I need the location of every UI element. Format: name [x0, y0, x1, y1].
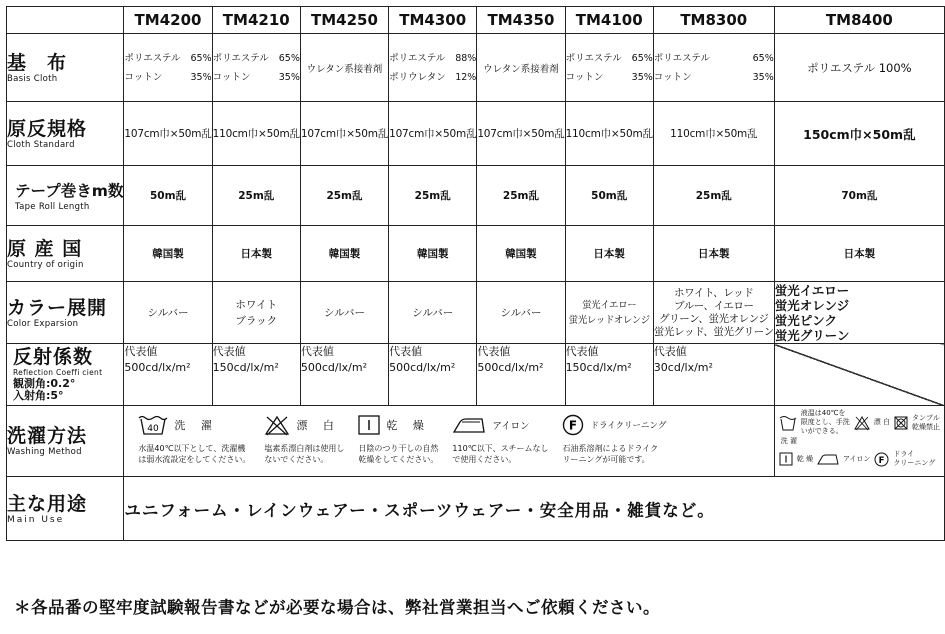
reflection-label: 代表値	[300, 345, 334, 358]
origin-tm4200: 韓国製	[124, 226, 212, 282]
corner-cell	[7, 7, 124, 34]
model-tm4250: TM4250	[300, 7, 388, 34]
washing-instructions	[124, 406, 774, 477]
reflection-tm4210	[212, 344, 300, 406]
origin-en: Country of origin	[7, 259, 84, 270]
basis-pct: 35%	[278, 71, 300, 83]
basis-tm4350: ウレタン系接着剤	[477, 34, 565, 102]
model-tm8300: TM8300	[653, 7, 774, 34]
reflection-value: 150cd/lx/m²	[212, 361, 279, 374]
basis-pct: 12%	[455, 71, 477, 83]
origin-tm8400: 日本製	[774, 226, 944, 282]
bleach-label-small: 漂 白	[873, 418, 890, 426]
color-jp: カラー展開	[7, 296, 108, 319]
wash-note: は弱水流設定をしてください。	[138, 455, 251, 464]
footnote: ＊各品番の堅牢度試験報告書などが必要な場合は、弊社営業担当へご依頼ください。	[14, 598, 660, 617]
basis-pct: 35%	[190, 71, 212, 83]
color-item: 蛍光レッドオレンジ	[568, 314, 650, 326]
origin-header	[7, 226, 124, 282]
standard-tm8300: 110cm巾×50m乱	[653, 102, 774, 166]
reflection-tm8300	[653, 344, 774, 406]
model-tm4210: TM4210	[212, 7, 300, 34]
basis-text: ポリエステル	[212, 52, 269, 64]
roll-tm8400: 70m乱	[774, 166, 944, 226]
dryclean-item	[562, 413, 666, 465]
reflection-label: 代表値	[653, 345, 687, 358]
basis-cloth-row	[7, 34, 945, 102]
model-tm8400: TM8400	[774, 7, 944, 34]
iron-label: アイロン	[492, 421, 530, 432]
tape-roll-jp: テープ巻きm数	[15, 181, 124, 200]
observation-angle: 観測角:0.2°	[13, 377, 76, 390]
tape-roll-header	[7, 166, 124, 226]
standard-tm8400: 150cm巾×50m乱	[774, 102, 944, 166]
model-tm4200: TM4200	[124, 7, 212, 34]
no-bleach-icon	[854, 416, 870, 430]
no-bleach-icon	[264, 415, 290, 435]
bleach-note: ないでください。	[264, 455, 329, 464]
color-tm4300: シルバー	[389, 282, 477, 344]
reflection-label: 代表値	[212, 345, 246, 358]
dryclean-label: ドライクリーニング	[590, 421, 667, 431]
iron-note: 110℃以下、スチームなし	[452, 444, 549, 453]
basis-tm4200	[124, 34, 212, 102]
reflection-tm4200	[124, 344, 212, 406]
color-tm4250: シルバー	[300, 282, 388, 344]
basis-tm4100	[565, 34, 653, 102]
color-tm4350: シルバー	[477, 282, 565, 344]
color-tm8300	[653, 282, 774, 344]
dryclean-note-small: ドライ	[893, 450, 915, 458]
color-tm8400	[774, 282, 944, 344]
basis-pct: 35%	[631, 71, 653, 83]
no-tumble-dry-icon	[894, 416, 908, 430]
standard-tm4250: 107cm巾×50m乱	[300, 102, 388, 166]
roll-tm4300: 25m乱	[389, 166, 477, 226]
color-item: 蛍光イエロー	[774, 282, 850, 298]
reflection-tm4100	[565, 344, 653, 406]
tumble-note: タンブル	[911, 413, 940, 422]
color-item: 蛍光レッド、蛍光グリーン	[653, 325, 774, 338]
bleach-note: 塩素系漂白剤は使用し	[264, 444, 345, 453]
color-item: 蛍光オレンジ	[774, 297, 850, 313]
color-item: ホワイト、レッド	[674, 286, 754, 299]
hand-wash-icon	[779, 415, 797, 431]
bleach-label: 漂 白	[296, 419, 340, 432]
reflection-label: 代表値	[477, 345, 511, 358]
tumble-note: 乾燥禁止	[911, 422, 940, 431]
line-dry-icon	[358, 415, 380, 435]
basis-tm4250: ウレタン系接着剤	[300, 34, 388, 102]
line-dry-icon	[779, 452, 793, 466]
roll-tm4250: 25m乱	[300, 166, 388, 226]
standard-tm4300: 107cm巾×50m乱	[389, 102, 477, 166]
reflection-value: 150cd/lx/m²	[565, 361, 632, 374]
basis-text: コットン	[212, 71, 251, 83]
basis-cloth-jp: 基 布	[7, 51, 68, 74]
origin-tm8300: 日本製	[653, 226, 774, 282]
basis-text: ポリエステル	[389, 52, 446, 64]
washing-tm8400	[774, 406, 944, 477]
model-tm4100: TM4100	[565, 7, 653, 34]
tape-roll-row	[7, 166, 945, 226]
basis-cloth-header	[7, 34, 124, 102]
dry-clean-f-icon	[874, 452, 889, 467]
iron-note: で使用ください。	[452, 455, 517, 464]
main-use-jp: 主な用途	[7, 492, 88, 515]
iron-icon	[452, 416, 486, 434]
cloth-standard-header	[7, 102, 124, 166]
origin-jp: 原 産 国	[7, 237, 83, 260]
dryclean-note-small: クリーニング	[893, 459, 936, 467]
basis-pct: 88%	[455, 52, 477, 64]
wash-item	[138, 413, 250, 465]
basis-text: コットン	[565, 71, 604, 83]
origin-tm4250: 韓国製	[300, 226, 388, 282]
basis-pct: 65%	[278, 52, 300, 64]
basis-text: コットン	[124, 71, 163, 83]
reflection-tm8400-na	[774, 344, 944, 406]
roll-tm8300: 25m乱	[653, 166, 774, 226]
color-en: Color Exparsion	[7, 318, 79, 329]
model-tm4300: TM4300	[389, 7, 477, 34]
basis-text: ポリウレタン	[389, 71, 446, 83]
color-item: ブルー、イエロー	[674, 299, 754, 312]
standard-tm4100: 110cm巾×50m乱	[565, 102, 653, 166]
dry-clean-f-icon	[562, 414, 584, 436]
reflection-tm4350	[477, 344, 565, 406]
standard-tm4210: 110cm巾×50m乱	[212, 102, 300, 166]
basis-tm4210	[212, 34, 300, 102]
reflection-en: Reflection Coeffi cient	[13, 368, 103, 377]
reflection-label: 代表値	[124, 345, 158, 358]
iron-label-small: アイロン	[842, 454, 871, 463]
bleach-item	[264, 413, 344, 465]
roll-tm4200: 50m乱	[124, 166, 212, 226]
origin-tm4300: 韓国製	[389, 226, 477, 282]
main-use-row	[7, 477, 945, 541]
origin-tm4210: 日本製	[212, 226, 300, 282]
color-tm4210	[212, 282, 300, 344]
model-tm4350: TM4350	[477, 7, 565, 34]
dryclean-note: 石油系溶剤によるドライク	[562, 444, 659, 453]
iron-icon	[817, 453, 839, 465]
color-tm4200: シルバー	[124, 282, 212, 344]
standard-tm4200: 107cm巾×50m乱	[124, 102, 212, 166]
dry-clean-letter: F	[569, 418, 578, 433]
basis-pct: 35%	[752, 71, 774, 83]
roll-tm4100: 50m乱	[565, 166, 653, 226]
cloth-standard-en: Cloth Standard	[7, 139, 75, 150]
washing-header	[7, 406, 124, 477]
basis-text: ポリエステル	[653, 52, 710, 64]
reflection-value: 500cd/lx/m²	[389, 361, 456, 374]
washing-jp: 洗濯方法	[7, 425, 88, 447]
origin-row	[7, 226, 945, 282]
color-item: グリーン、蛍光オレンジ	[659, 312, 769, 325]
main-use-text: ユニフォーム・レインウェアー・スポーツウェアー・安全用品・雑貨など。	[124, 477, 945, 541]
reflection-value: 500cd/lx/m²	[477, 361, 544, 374]
reflection-value: 30cd/lx/m²	[653, 361, 713, 374]
main-use-header	[7, 477, 124, 541]
reflection-value: 500cd/lx/m²	[124, 361, 191, 374]
washing-row	[7, 406, 945, 477]
wash-label: 洗 濯	[174, 419, 218, 432]
spec-table	[6, 6, 945, 541]
reflection-row	[7, 344, 945, 406]
basis-cloth-en: Basis Cloth	[7, 73, 58, 84]
hand-wash-label-small: 洗 濯	[780, 437, 797, 445]
header-row	[7, 7, 945, 34]
main-use-en: Main Use	[7, 514, 65, 525]
basis-text: ポリエステル	[565, 52, 622, 64]
color-header	[7, 282, 124, 344]
cloth-standard-jp: 原反規格	[7, 117, 88, 140]
dry-clean-letter: F	[878, 455, 885, 466]
reflection-label: 代表値	[565, 345, 599, 358]
roll-tm4210: 25m乱	[212, 166, 300, 226]
color-item: ブラック	[235, 314, 278, 327]
reflection-value: 500cd/lx/m²	[300, 361, 367, 374]
tape-roll-en: Tape Roll Length	[15, 201, 90, 212]
dry-label: 乾 燥	[386, 419, 430, 432]
color-tm4100	[565, 282, 653, 344]
hand-wash-note: 限度とし、手洗	[800, 418, 850, 426]
reflection-header	[7, 344, 124, 406]
cloth-standard-row	[7, 102, 945, 166]
reflection-label: 代表値	[389, 345, 423, 358]
reflection-jp: 反射係数	[13, 346, 94, 368]
dry-item	[358, 413, 438, 465]
reflection-tm4300	[389, 344, 477, 406]
hand-wash-note: 液温は40℃を	[800, 409, 846, 417]
basis-text: ポリエステル	[124, 52, 181, 64]
washing-en: Washing Method	[7, 447, 82, 457]
dryclean-note: リーニングが可能です。	[562, 455, 650, 464]
origin-tm4100: 日本製	[565, 226, 653, 282]
hand-wash-note: いができる。	[800, 427, 843, 435]
reflection-tm4250	[300, 344, 388, 406]
wash-tub-icon	[138, 415, 168, 435]
basis-pct: 65%	[190, 52, 212, 64]
color-item: 蛍光ピンク	[774, 312, 838, 328]
wash-temperature: 40	[147, 424, 160, 434]
color-item: ホワイト	[235, 298, 278, 311]
dry-note: 日陰のつり干しの自然	[358, 444, 439, 453]
iron-item	[452, 413, 548, 465]
basis-pct: 65%	[631, 52, 653, 64]
color-item: 蛍光イエロー	[582, 299, 637, 311]
basis-pct: 65%	[752, 52, 774, 64]
basis-tm8400: ポリエステル 100%	[774, 34, 944, 102]
dry-note: 乾燥をしてください。	[358, 455, 439, 464]
dry-label-small: 乾 燥	[796, 454, 813, 463]
basis-text: コットン	[653, 71, 692, 83]
wash-note: 水温40℃以下として、洗濯機	[138, 444, 246, 453]
incident-angle: 入射角:5°	[13, 389, 64, 402]
roll-tm4350: 25m乱	[477, 166, 565, 226]
basis-tm8300	[653, 34, 774, 102]
basis-tm4300	[389, 34, 477, 102]
color-row	[7, 282, 945, 344]
standard-tm4350: 107cm巾×50m乱	[477, 102, 565, 166]
color-item: 蛍光グリーン	[774, 327, 850, 343]
origin-tm4350: 韓国製	[477, 226, 565, 282]
